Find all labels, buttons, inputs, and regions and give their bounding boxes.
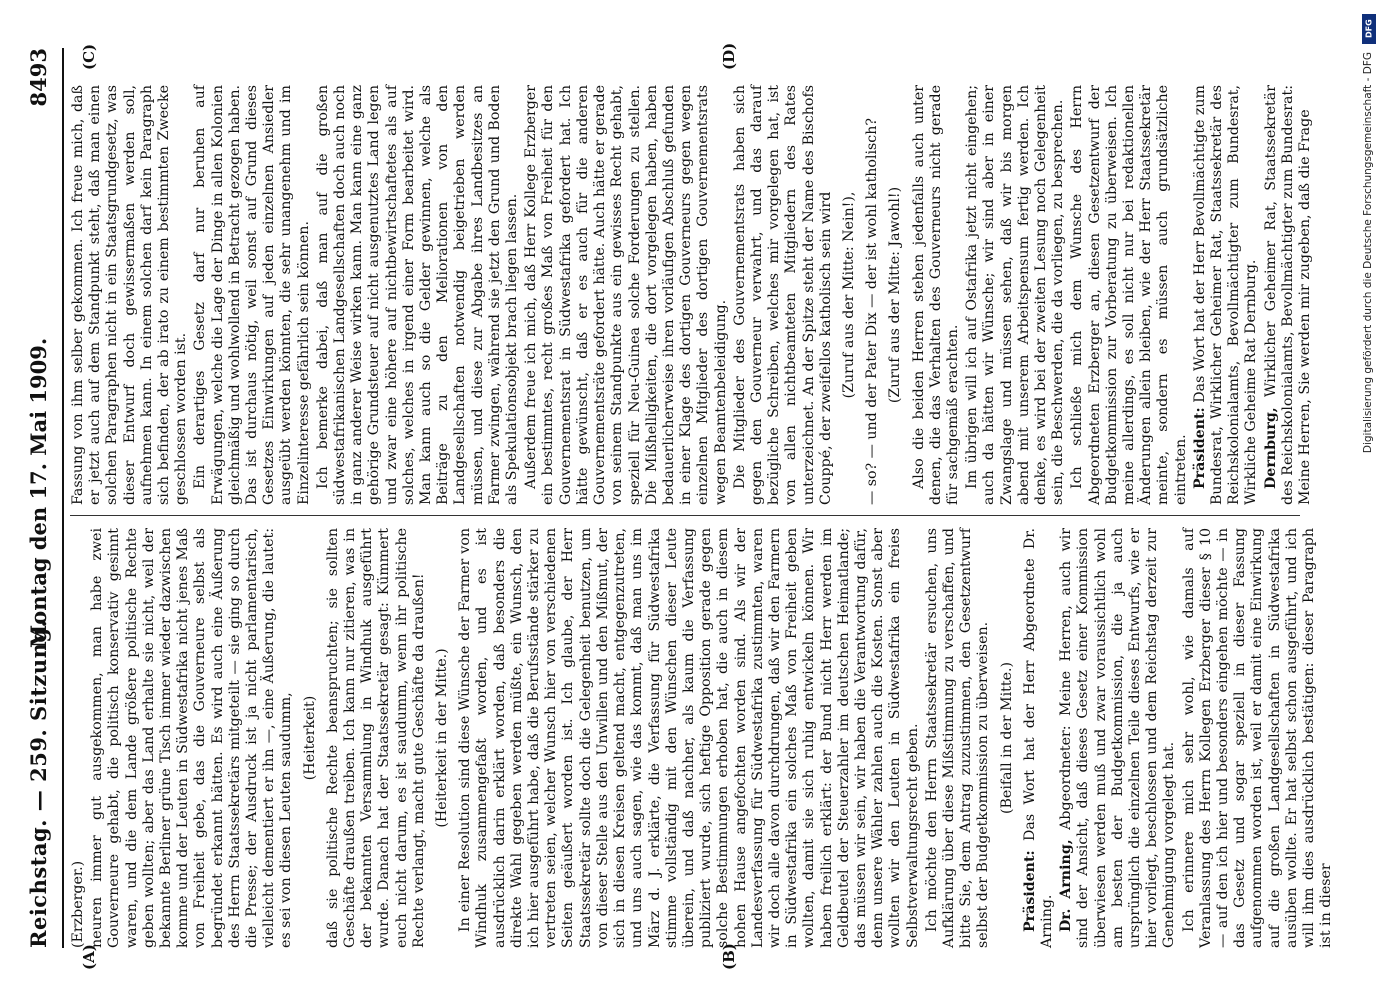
speaker-name: Dernburg, bbox=[1262, 407, 1279, 489]
paragraph: Fassung von ihm selber gekommen. Ich freue mich, daß er jetzt auch auf dem Standpunkt steht, daß man einen solchen Paragraphen nicht in ein Staatsgrundgesetz, was dieser Entwurf doch gewissermaßen werden soll, aufnehmen kann. In einem solchen darf kein Paragraph sich befinden, der ab irato zu einem bestimmten Zwecke geschlossen worden ist. bbox=[70, 85, 190, 505]
margin-marker-c: (C) bbox=[80, 43, 98, 70]
margin-marker-d: (D) bbox=[720, 42, 738, 70]
paragraph: Ein derartiges Gesetz darf nur beruhen auf Erwägungen, welche die Lage der Dinge in allen Kolonien gleichmäßig und wohlwollend in Betracht gezogen haben. Das ist durchaus nötig, weil sonst auf Grund dieses Gesetzes Einwirkungen auf jeden einzelnen Ansiedler ausgeübt werden könnten, die sehr unangenehm und im Einzelinteresse gefährlich sein können. bbox=[192, 85, 312, 505]
speaker-intro bbox=[1263, 85, 1315, 505]
paragraph: Also die beiden Herren stehen jedenfalls auch unter denen, die das Verhalten des Gouverneurs nicht gerade für sachgemäß erachten. bbox=[910, 85, 961, 505]
president-statement bbox=[1192, 85, 1261, 505]
paragraph: neuren immer gut ausgekommen, man habe zwei Gouverneure gehabt, die politisch konservativ gesinnt waren, und die dem Lande größere politische Rechte geben wollten; aber das Land erhalte sie nicht, weil der bekannte Berliner grüne Tisch immer wieder dazwischen komme und der Leuten in Südwestafrika nicht jenes Maß von Freiheit gebe, das die Gouverneure selbst als begründet erkannt hätten. Es wird auch eine Äußerung des Herrn Staatssekretärs mitgeteilt — sie ging so durch die Presse; der Ausdruck ist ja nicht parlamentarisch, vielleicht dementiert er ihn —, eine Äußerung, die lautet: es sei von diesen Leuten saudumm, bbox=[89, 528, 295, 948]
paragraph: — so? — und der Pater Dix — der ist wohl katholisch? bbox=[864, 118, 881, 505]
paragraph: Meine Herren, Sie werden mir zugeben, daß die Frage bbox=[1297, 109, 1314, 505]
president-label: Präsident: bbox=[1191, 407, 1208, 489]
paragraph: daß sie politische Rechte beanspruchten; sie sollten Geschäfte draußen treiben. Ich kann nur zitieren, was in der bekannten Versammlung in Windhuk ausgeführt wurde. Danach hat der Staatssekretär gesagt: Kümmert euch nicht darum, es ist saudumm, wenn ihr politische Rechte verlangt, macht gute Geschäfte da draußen! bbox=[324, 528, 427, 948]
interjection: (Heiterkeit in der Mitte.) bbox=[434, 648, 451, 828]
digitization-sidebar bbox=[1361, 8, 1379, 998]
paragraph: Meine Herren, auch wir sind der Ansicht, daß dieses Gesetz einer Kommission überwiesen werden muß und zwar voraussichtlich wohl am besten der Budgetkommission, die ja auch ursprünglich die einzelnen Teile dieses Entwurfs, wie er hier vorliegt, beschlossen und dem Reichstag derzeit zur Genehmigung vorgelegt hat. bbox=[1058, 527, 1178, 948]
column-divider bbox=[70, 515, 1300, 516]
interjection: (Heiterkeit) bbox=[301, 695, 318, 781]
page-number: 8493 bbox=[26, 48, 51, 107]
president-text: Das Wort hat der Herr Abgeordnete Dr. Arning. bbox=[1021, 528, 1055, 948]
speaker-role: Abgeordneter: bbox=[1058, 725, 1075, 830]
interjection: (Beifall in der Mitte.) bbox=[998, 661, 1015, 815]
speaker-name: Dr. Arning, bbox=[1058, 839, 1075, 932]
margin-marker-a: (A) bbox=[80, 944, 98, 970]
page-header bbox=[18, 48, 64, 948]
paragraph: Ich möchte den Herrn Staatssekretär ersuchen, uns Aufklärung über diese Mißstimmung zu verschaffen, und bitte Sie, dem Antrag zuzustimmen, den Gesetzentwurf selbst der Budgetkommission zu überweisen. bbox=[923, 528, 992, 948]
president-label: Präsident: bbox=[1021, 850, 1038, 932]
paragraph: In einer Resolution sind diese Wünsche der Farmer von Windhuk zusammengefaßt worden, und es ist ausdrücklich darin erklärt worden, daß besonders die direkte Wahl gegeben werden müßte, ein Wunsch, den ich hier ausgeführt habe, daß die Berufsstände stärker zu vertreten seien, welcher Wunsch hier von verschiedenen Seiten geäußert worden ist. Ich glaube, der Herr Staatssekretär sollte doch die Gelegenheit benutzen, um von dieser Stelle aus den Unwillen und den Mißmut, der sich in diesen Kreisen geltend macht, entgegenzutreten, und uns auch sagen, wie das kommt, daß man uns im März d. J. erklärte, die Verfassung für Südwestafrika stimme vollständig mit den Wünschen dieser Leute überein, und daß nachher, als kaum die Verfassung publiziert wurde, sich heftige Opposition gerade gegen solche Bestimmungen erhoben hat, die auch in diesem hohen Hause angefochten worden sind. Als wir der Landesverfassung für Südwestafrika zustimmten, waren wir doch alle davon durchdrungen, daß wir den Farmern in Südwestafrika ein solches Maß von Freiheit geben wollten, damit sie sich ruhig entwickeln können. Wir haben freilich erklärt: der Bund nicht Herr werden im Geldbeutel der Steuerzahler im deutschen Heimatlande; das müssen wir sein, wir haben die Verantwortung dafür, denn unsere Wähler zahlen auch die Kosten. Sonst aber wollten wir den Leuten in Südwestafrika ein freies Selbstverwaltungsrecht geben. bbox=[457, 528, 921, 948]
right-column bbox=[70, 85, 1316, 505]
digitization-notice: Digitalisierung gefördert durch die Deutsche Forschungsgemeinschaft - DFG bbox=[1362, 52, 1374, 454]
interjection: (Zuruf aus der Mitte: Jawohl!) bbox=[887, 186, 904, 404]
speaker-intro bbox=[1058, 528, 1178, 948]
paragraph: Im übrigen will ich auf Ostafrika jetzt nicht eingehen; auch da hätten wir Wünsche; wir sind aber in einer Zwangslage und müssen sehen, daß wir bis morgen abend mit unserem Arbeitspensum fertig werden. Ich denke, es wird bei der zweiten Lesung noch Gelegenheit sein, die Beschwerden, die da vorliegen, zu besprechen. bbox=[964, 85, 1067, 505]
header-session-title: Reichstag. — 259. Sitzung. bbox=[26, 619, 51, 948]
paragraph: Ich schließe mich dem Wunsche des Herrn Abgeordneten Erzberger an, diesen Gesetzentwurf der Budgetkommission zur Vorberatung zu überweisen. Ich meine allerdings, es soll nicht nur bei redaktionellen Änderungen allein bleiben, wie der Herr Staatssekretär meinte, sondern es müssen auch grundsätzliche eintreten. bbox=[1069, 85, 1189, 505]
header-date: Montag den 17. Mai 1909. bbox=[26, 337, 51, 648]
interjection: (Zuruf aus der Mitte: Nein!), bbox=[840, 191, 857, 399]
speaker-tag: (Erzberger.) bbox=[70, 860, 86, 948]
speaker-role: Wirklicher Geheimer Rat, Staatssekretär des Reichskolonialamts, Bevollmächtigter zum Bundesrat: bbox=[1262, 85, 1296, 505]
paragraph: Die Mitglieder des Gouvernementsrats haben sich gegen den Gouverneur verwahrt, und das darauf bezügliche Schreiben, welches mir vorgelegen hat, ist von allen nichtbeamteten Mitgliedern des Rates unterzeichnet. An der Spitze steht der Name des Bischofs Couppé, der zweifellos katholisch sein wird bbox=[731, 85, 834, 505]
left-column bbox=[70, 528, 1337, 948]
paragraph: Außerdem freue ich mich, daß Herr Kollege Erzberger ein bestimmtes, recht großes Maß von Freiheit für den Gouvernementsrat in Südwestafrika gefordert hat. Ich hätte gewünscht, daß er es auch für die anderen Gouvernementsräte gefordert hätte. Auch hätte er gerade von seinem Standpunkte aus ein gewisses Recht gehabt, speziell für Neu-Guinea solche Forderungen zu stellen. Die Mißhelligkeiten, die dort vorgelegen haben, haben bedauerlicherweise ihren vorläufigen Abschluß gefunden in einer Klage des dortigen Gouverneurs gegen wegen einzelnen Mitglieder des dortigen Gouvernementsrats wegen Beamtenbeleidigung. bbox=[523, 85, 729, 505]
margin-marker-b: (B) bbox=[720, 943, 738, 970]
president-statement bbox=[1022, 528, 1056, 948]
president-text: Das Wort hat der Herr Bevollmächtigte zum Bundesrat, Wirklicher Geheimer Rat, Staatssekretär des Reichskolonialamts, Bevollmächtigter zum Bundesrat, Wirkliche Geheime Rat Dernburg. bbox=[1191, 84, 1260, 505]
paragraph: Ich erinnere mich sehr wohl, wie damals auf Veranlassung des Herrn Kollegen Erzberger dieser § 10 — auf den ich hier und besonders eingehen möchte — in das Gesetz und sogar speziell in dieser Fassung aufgenommen worden ist, weil er damit eine Einwirkung auf die großen Landgesellschaften in Südwestafrika ausüben wollte. Er hat selbst schon ausgeführt, und ich will ihm dies ausdrücklich bestätigen: dieser Paragraph ist in dieser bbox=[1180, 528, 1335, 948]
paragraph: Ich bemerke dabei, daß man auf die großen südwestafrikanischen Landgesellschaften doch auch noch in ganz anderer Weise wirken kann. Man kann eine ganz gehörige Grundsteuer auf nicht ausgenutztes Land legen und zwar eine höhere auf nichtbewirtschaftetes als auf solches, welches in irgend einer Form bearbeitet wird. Man kann auch so die Gelder gewinnen, welche als Beiträge zu den Meliorationen von den Landgesellschaften notwendig beigetrieben werden müssen, und diese zur Abgabe ihres Landbesitzes an Farmer zwingen, während sie jetzt den Grund und Boden als Spekulationsobjekt brach liegen lassen. bbox=[314, 85, 521, 505]
dfg-logo: DFG bbox=[1362, 14, 1376, 44]
